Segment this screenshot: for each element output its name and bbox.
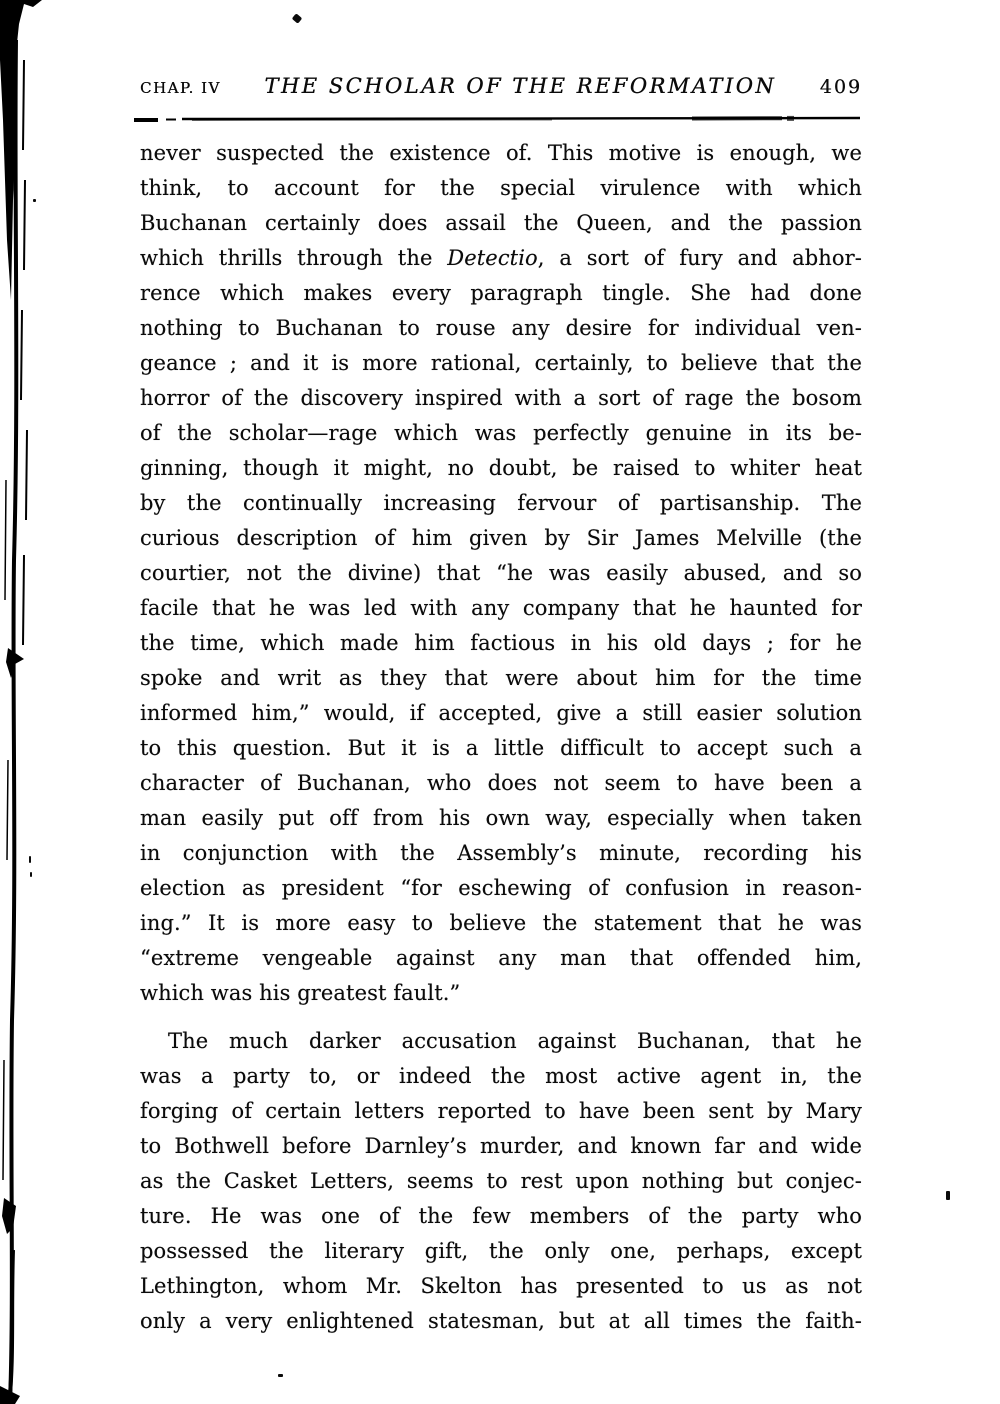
running-title: THE SCHOLAR OF THE REFORMATION [264, 74, 777, 98]
text-line: spoke and writ as they that were about him for the time [140, 666, 862, 690]
page-number: 409 [819, 76, 862, 98]
text-line: informed him,” would, if accepted, give a still easier solution [140, 701, 862, 725]
text-line: curious description of him given by Sir James Melville (the [140, 526, 862, 550]
paragraph [140, 136, 862, 1011]
text-line: never suspected the existence of. This motive is enough, we [140, 141, 862, 165]
ink-speck [278, 1374, 283, 1377]
text-line: rence which makes every paragraph tingle. She had done [140, 281, 862, 305]
body-text [140, 136, 862, 1339]
text-line: Buchanan certainly does assail the Queen, and the passion [140, 211, 862, 235]
text-line: the time, which made him factious in his old days ; for he [140, 631, 862, 655]
text-line: election as president “for eschewing of confusion in reason- [140, 876, 862, 900]
text-line: ing.” It is more easy to believe the statement that he was [140, 911, 862, 935]
text-line: think, to account for the special virulence with which [140, 176, 862, 200]
text-line: ginning, though it might, no doubt, be raised to whiter heat [140, 456, 862, 480]
text-line: possessed the literary gift, the only one, perhaps, except [140, 1239, 862, 1263]
text-line: courtier, not the divine) that “he was easily abused, and so [140, 561, 862, 585]
ink-speck [30, 872, 32, 877]
ink-speck [946, 1191, 950, 1200]
text-line: as the Casket Letters, seems to rest upon nothing but conjec- [140, 1169, 862, 1193]
binding-shadow-artifact [0, 0, 60, 1404]
text-line: to Bothwell before Darnley’s murder, and known far and wide [140, 1134, 862, 1158]
text-line: forging of certain letters reported to have been sent by Mary [140, 1099, 862, 1123]
page-header [140, 74, 862, 98]
text-line: which thrills through the Detectio, a sort of fury and abhor- [140, 246, 862, 270]
chapter-label: CHAP. IV [140, 79, 221, 97]
text-line: man easily put off from his own way, especially when taken [140, 806, 862, 830]
text-line: only a very enlightened statesman, but at all times the faith- [140, 1309, 862, 1333]
header-rule [132, 112, 862, 126]
text-line: horror of the discovery inspired with a sort of rage the bosom [140, 386, 862, 410]
text-line: Lethington, whom Mr. Skelton has presented to us as not [140, 1274, 862, 1298]
text-line: facile that he was led with any company that he haunted for [140, 596, 862, 620]
text-line: The much darker accusation against Buchanan, that he [168, 1029, 862, 1053]
ink-speck [29, 856, 31, 863]
text-line: by the continually increasing fervour of partisanship. The [140, 491, 862, 515]
text-line: geance ; and it is more rational, certainly, to believe that the [140, 351, 862, 375]
text-line: nothing to Buchanan to rouse any desire for individual ven- [140, 316, 862, 340]
text-line: ture. He was one of the few members of the party who [140, 1204, 862, 1228]
text-line: to this question. But it is a little difficult to accept such a [140, 736, 862, 760]
paragraph [140, 1024, 862, 1339]
text-line: “extreme vengeable against any man that offended him, [140, 946, 862, 970]
ink-speck [292, 13, 303, 24]
text-line: in conjunction with the Assembly’s minute, recording his [140, 841, 862, 865]
ink-speck [33, 199, 36, 202]
text-line: character of Buchanan, who does not seem to have been a [140, 771, 862, 795]
text-line: was a party to, or indeed the most active agent in, the [140, 1064, 862, 1088]
text-line: of the scholar—rage which was perfectly genuine in its be- [140, 421, 862, 445]
text-line: which was his greatest fault.” [140, 981, 461, 1005]
